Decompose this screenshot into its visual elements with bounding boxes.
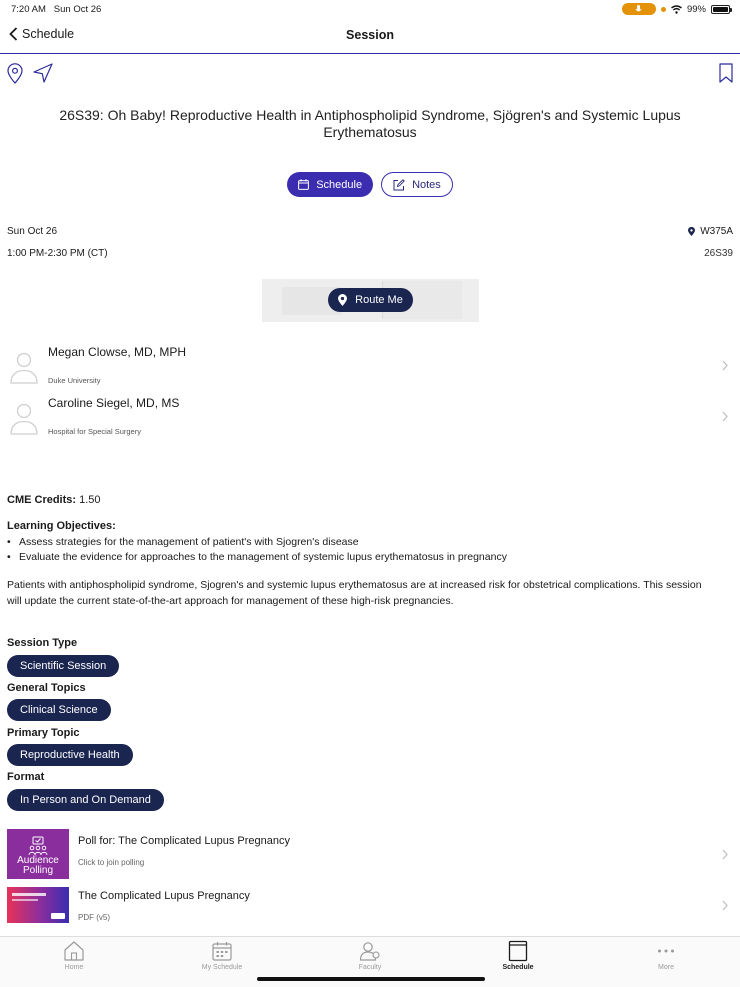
battery-percent: 99% [686,3,706,15]
home-icon [63,940,85,962]
format-tag[interactable]: In Person and On Demand [7,789,164,811]
status-indicators [622,3,730,15]
schedule-page-icon [507,940,529,962]
tab-more[interactable] [626,940,706,971]
navigation-bar [0,20,740,54]
notes-button-label: Notes [412,178,441,191]
learning-objective: • Assess strategies for the management of patient's with Sjogren's disease [7,535,507,550]
session-actions [0,172,740,197]
resource-subtitle: PDF (v5) [78,913,110,922]
faculty-organization: Duke University [48,376,101,385]
tab-faculty[interactable] [330,940,410,971]
polling-resource-item[interactable] [0,829,740,875]
polling-icon [28,836,48,856]
home-indicator [257,977,485,981]
session-time: 1:00 PM-2:30 PM (CT) [7,248,108,259]
faculty-icon [359,940,381,962]
resource-subtitle: Click to join polling [78,858,145,867]
battery-icon [711,5,730,14]
learning-objective: • Evaluate the evidence for approaches to the management of systemic lupus erythematosus in pregnancy [7,550,507,565]
primary-topic-heading: Primary Topic [7,727,80,739]
faculty-organization: Hospital for Special Surgery [48,427,141,436]
session-action-icons [0,62,740,86]
calendar-icon [211,940,233,962]
wifi-icon [671,5,682,14]
status-bar [0,0,740,18]
session-room[interactable] [688,226,733,237]
map-pin-icon [338,294,347,306]
more-dots-icon [655,940,677,962]
chevron-right-icon [722,360,728,371]
chevron-left-icon [9,27,18,41]
route-me-label: Route Me [355,294,403,306]
resource-title: The Complicated Lupus Pregnancy [78,890,250,902]
tab-my-schedule[interactable] [182,940,262,971]
schedule-button-label: Schedule [316,178,363,191]
general-topics-heading: General Topics [7,682,86,694]
tab-label: Schedule [502,964,534,971]
tab-label: Faculty [358,964,382,971]
back-button[interactable] [9,27,74,41]
tab-schedule[interactable] [478,940,558,971]
calendar-icon [298,179,309,190]
route-me-button[interactable] [328,288,413,312]
faculty-name: Megan Clowse, MD, MPH [48,345,187,359]
navigation-arrow-icon[interactable] [33,63,53,83]
chevron-right-icon [722,411,728,422]
primary-topic-tag[interactable]: Reproductive Health [7,744,133,766]
session-title: 26S39: Oh Baby! Reproductive Health in Antiphospholipid Syndrome, Sjögren's and Systemic Lupus Erythematosus [59,107,681,140]
session-type-heading: Session Type [7,637,78,649]
pdf-resource-item[interactable] [0,884,740,930]
session-type-tag[interactable]: Scientific Session [7,655,119,677]
schedule-button[interactable] [287,172,373,197]
user-avatar-icon [9,401,39,435]
tab-label: Home [64,964,84,971]
session-room-label: W375A [700,226,733,237]
session-description: Patients with antiphospholipid syndrome, Sjogren's and systemic lupus erythematosus are at increased risk for obstetrical complications. This session will update the current state-of-the-art approach for management of these high-risk pregnancies. [7,579,702,607]
resource-title: Poll for: The Complicated Lupus Pregnancy [78,835,290,847]
faculty-name: Caroline Siegel, MD, MS [48,396,180,410]
bookmark-icon[interactable] [719,63,733,83]
map-pin-icon [688,227,695,236]
microphone-icon [622,3,656,15]
learning-objectives-heading: Learning Objectives: [7,520,116,532]
tab-label: More [658,964,674,971]
audience-polling-thumbnail [7,829,69,879]
chevron-right-icon [722,900,728,911]
thumb-label: Polling [22,865,54,876]
edit-note-icon [393,179,405,191]
tab-label: My Schedule [201,964,243,971]
page-title: Session [346,28,394,42]
privacy-dot-icon [661,7,666,12]
format-heading: Format [7,771,45,783]
back-button-label: Schedule [22,27,75,41]
user-avatar-icon [9,350,39,384]
general-topics-tag[interactable]: Clinical Science [7,699,111,721]
status-time: 7:20 AM Sun Oct 26 [11,4,102,15]
pdf-thumbnail [7,887,69,923]
learning-objectives-list [7,535,507,565]
tab-home[interactable] [34,940,114,971]
session-code: 26S39 [704,248,733,259]
location-pin-icon[interactable] [7,63,23,84]
notes-button[interactable] [381,172,453,197]
faculty-item[interactable] [0,396,740,442]
faculty-item[interactable] [0,345,740,391]
session-date: Sun Oct 26 [7,226,58,237]
cme-credits: CME Credits: 1.50 [7,494,101,506]
thumb-label: Audience [17,855,59,866]
chevron-right-icon [722,849,728,860]
